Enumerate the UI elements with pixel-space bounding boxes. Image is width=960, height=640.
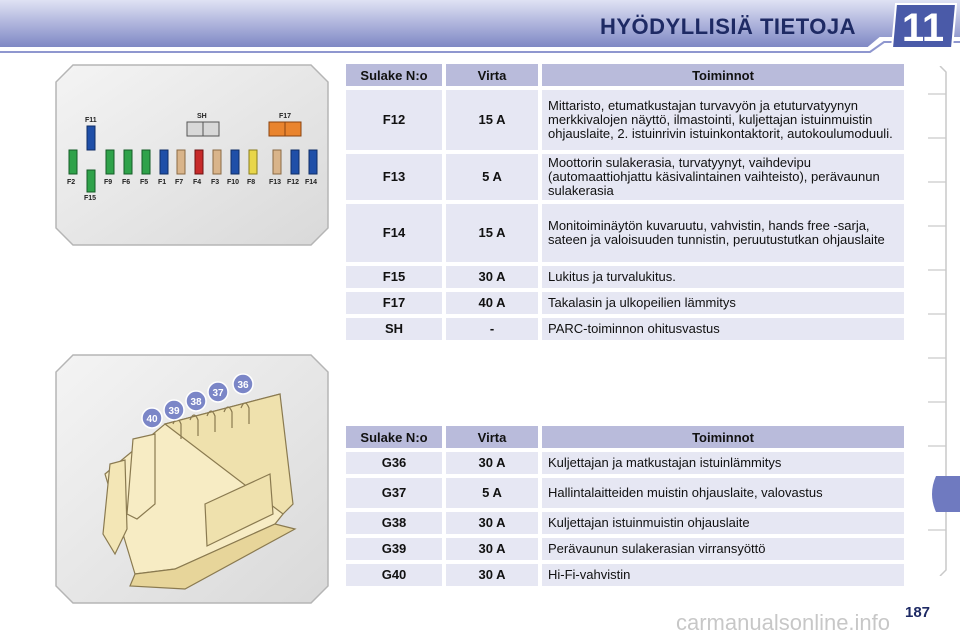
fuse-function: Kuljettajan istuinmuistin ohjauslaite xyxy=(542,512,904,534)
fuse-current: 15 A xyxy=(446,204,538,262)
table-row xyxy=(346,564,904,586)
table-row xyxy=(346,318,904,340)
table-header-row xyxy=(346,426,904,448)
chapter-tabs xyxy=(926,66,946,576)
fuse-current: 30 A xyxy=(446,266,538,288)
fuse-label-f2: F2 xyxy=(67,179,76,186)
fuse-label-f12: F12 xyxy=(287,179,300,186)
fuse-function: Hallintalaitteiden muistin ohjauslaite, valovastus xyxy=(542,478,904,508)
fuse-label-f9: F9 xyxy=(104,179,113,186)
fuse-current: 5 A xyxy=(446,478,538,508)
fuse-function: Kuljettajan ja matkustajan istuinlämmitys xyxy=(542,452,904,474)
table-row xyxy=(346,512,904,534)
fuse-current: 40 A xyxy=(446,292,538,314)
connector-figure xyxy=(55,354,329,604)
fuse-label-f13: F13 xyxy=(269,179,282,186)
fuse-current: 5 A xyxy=(446,154,538,200)
fuse-current: 30 A xyxy=(446,452,538,474)
fuse-label-f17: F17 xyxy=(279,113,292,120)
callout-37: 37 xyxy=(212,388,224,399)
watermark: carmanualsonline.info xyxy=(676,610,891,635)
fuse-label-f11: F11 xyxy=(85,117,97,124)
fuse-id: F13 xyxy=(346,154,442,200)
fuse-id: G37 xyxy=(346,478,442,508)
fuse-id: G40 xyxy=(346,564,442,586)
fuse-label-f6: F6 xyxy=(122,179,131,186)
fusebox-diagram xyxy=(55,64,329,246)
fuse-label-f10: F10 xyxy=(227,179,240,186)
table-header-row xyxy=(346,64,904,86)
fuse-id: G38 xyxy=(346,512,442,534)
fuse-label-f5: F5 xyxy=(140,179,149,186)
fuse-current: - xyxy=(446,318,538,340)
page-header xyxy=(0,0,960,56)
fuse-label-f7: F7 xyxy=(175,179,184,186)
fuse-current: 15 A xyxy=(446,90,538,150)
fuse-table-2 xyxy=(342,422,908,590)
col-header-fuse: Sulake N:o xyxy=(346,64,442,86)
fusebox-figure xyxy=(55,64,329,246)
fuse-id: F17 xyxy=(346,292,442,314)
table-row xyxy=(346,538,904,560)
fuse-id: SH xyxy=(346,318,442,340)
fuse-id: F12 xyxy=(346,90,442,150)
fuse-function: Perävaunun sulakerasian virransyöttö xyxy=(542,538,904,560)
fuse-function: Takalasin ja ulkopeilien lämmitys xyxy=(542,292,904,314)
active-chapter-tab xyxy=(932,476,960,512)
fuse-label-f14: F14 xyxy=(305,179,318,186)
fuse-current: 30 A xyxy=(446,512,538,534)
fuse-function: Lukitus ja turvalukitus. xyxy=(542,266,904,288)
fuse-id: G36 xyxy=(346,452,442,474)
fuse-id: F14 xyxy=(346,204,442,262)
callout-40: 40 xyxy=(146,414,158,425)
page-number: 187 xyxy=(905,604,931,621)
callout-39: 39 xyxy=(168,406,180,417)
col-header-functions: Toiminnot xyxy=(542,64,904,86)
fuse-label-f4: F4 xyxy=(193,179,202,186)
callout-38: 38 xyxy=(190,397,202,408)
table-row xyxy=(346,204,904,262)
col-header-current: Virta xyxy=(446,426,538,448)
fuse-label-f8: F8 xyxy=(247,179,256,186)
fuse-id: F15 xyxy=(346,266,442,288)
fuse-function: Monitoiminäytön kuvaruutu, vahvistin, hands free -sarja, sateen ja valoisuuden tunnistin, peruutustutkan ohjauslaite xyxy=(542,204,904,262)
table-row xyxy=(346,292,904,314)
table-row xyxy=(346,90,904,150)
chapter-title: HYÖDYLLISIÄ TIETOJA xyxy=(599,14,856,39)
chapter-number: 11 xyxy=(901,6,945,50)
fuse-function: Hi-Fi-vahvistin xyxy=(542,564,904,586)
col-header-fuse: Sulake N:o xyxy=(346,426,442,448)
fuse-function: PARC-toiminnon ohitusvastus xyxy=(542,318,904,340)
table-row xyxy=(346,478,904,508)
fuse-id: G39 xyxy=(346,538,442,560)
table-row xyxy=(346,452,904,474)
fuse-label-sh: SH xyxy=(197,113,207,120)
col-header-functions: Toiminnot xyxy=(542,426,904,448)
callout-36: 36 xyxy=(237,380,249,391)
fuse-table-1 xyxy=(342,60,908,344)
fuse-function: Moottorin sulakerasia, turvatyynyt, vaihdevipu (automaattiohjattu käsivalintainen vaihteisto), perävaunun sulakerasia xyxy=(542,154,904,200)
connector-diagram xyxy=(55,354,329,604)
fuse-current: 30 A xyxy=(446,538,538,560)
table-row xyxy=(346,266,904,288)
fuse-label-f15: F15 xyxy=(84,195,97,202)
col-header-current: Virta xyxy=(446,64,538,86)
fuse-label-f1: F1 xyxy=(158,179,167,186)
fuse-current: 30 A xyxy=(446,564,538,586)
fuse-label-f3: F3 xyxy=(211,179,220,186)
fuse-function: Mittaristo, etumatkustajan turvavyön ja etuturvatyynyn merkkivalojen näyttö, ilmastointi, kuljettajan istuinmuistin ohjauslaite, 2. istuinrivin istuinkontaktorit, autokoulumoduuli. xyxy=(542,90,904,150)
chapter-tab-strip xyxy=(926,66,960,576)
table-row xyxy=(346,154,904,200)
